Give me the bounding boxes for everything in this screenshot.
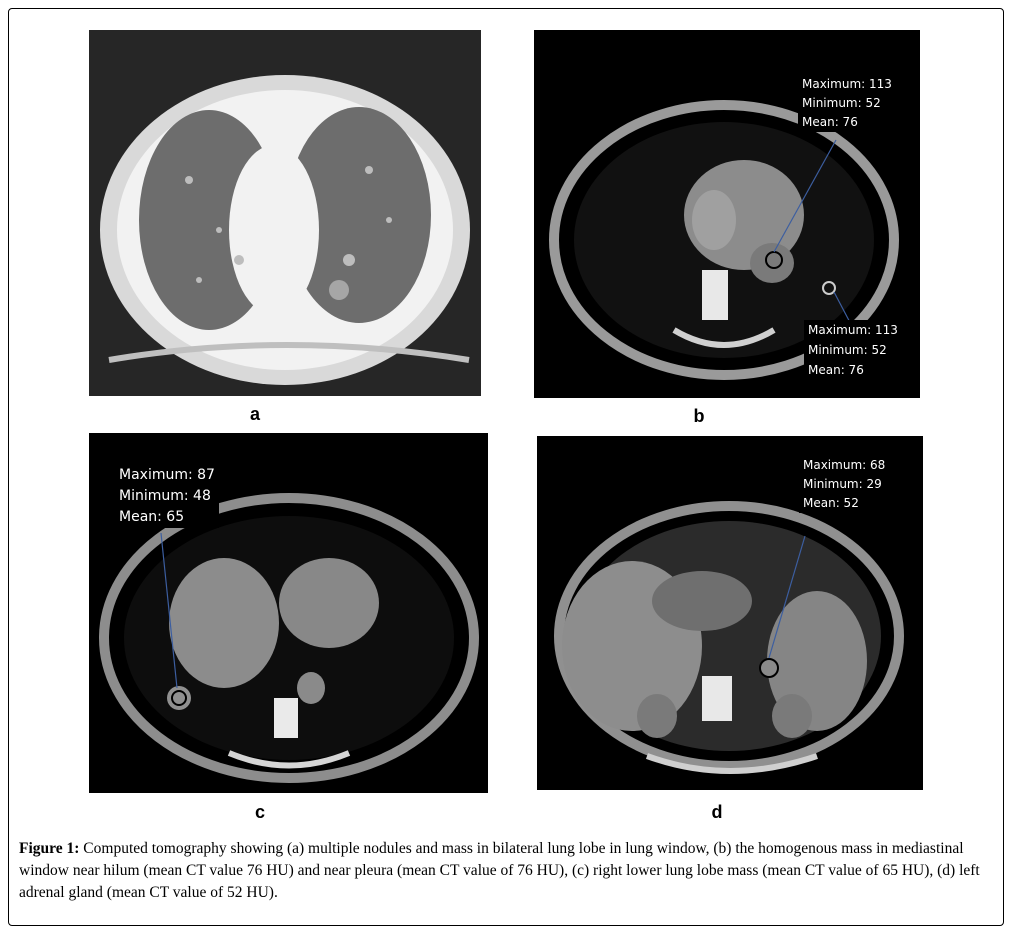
- panel-label-a: a: [249, 404, 260, 424]
- ct-image-a-drawing: [89, 30, 481, 396]
- roi-annotation-c: [115, 465, 219, 528]
- roi-annotation-b-upper: [798, 75, 896, 132]
- ct-image-b: [534, 30, 920, 398]
- figure-caption: [19, 838, 1004, 904]
- panel-label-d: d: [711, 802, 723, 822]
- caption-label: Figure 1:: [19, 840, 80, 857]
- panel-label-b: b: [693, 406, 705, 426]
- roi-maximum: Maximum: 113: [808, 323, 898, 337]
- roi-maximum: Maximum: 113: [802, 77, 892, 91]
- caption-text: Computed tomography showing (a) multiple nodules and mass in bilateral lung lobe in lung window, (b) the homogenous mass in mediastinal window near hilum (mean CT value 76 HU) and near pleura (mean CT value of 76 HU), (c) right lower lung lobe mass (mean CT value of 65 HU), (d) left adrenal gland (mean CT value of 52 HU).: [19, 840, 980, 901]
- roi-mean: Mean: 76: [802, 115, 858, 129]
- panel-label-c: c: [254, 802, 265, 822]
- roi-annotation-b-lower: [804, 320, 902, 380]
- roi-minimum: Minimum: 48: [119, 488, 211, 504]
- roi-mean: Mean: 52: [803, 496, 859, 510]
- ct-image-c: [89, 433, 488, 793]
- roi-maximum: Maximum: 68: [803, 458, 886, 472]
- roi-minimum: Minimum: 29: [803, 477, 882, 491]
- roi-maximum: Maximum: 87: [119, 467, 215, 483]
- roi-mean: Mean: 65: [119, 509, 185, 525]
- ct-image-d: [537, 436, 923, 790]
- ct-image-a: [89, 30, 481, 396]
- roi-annotation-d: [799, 456, 889, 513]
- roi-minimum: Minimum: 52: [802, 96, 881, 110]
- roi-minimum: Minimum: 52: [808, 343, 887, 357]
- roi-mean: Mean: 76: [808, 363, 864, 377]
